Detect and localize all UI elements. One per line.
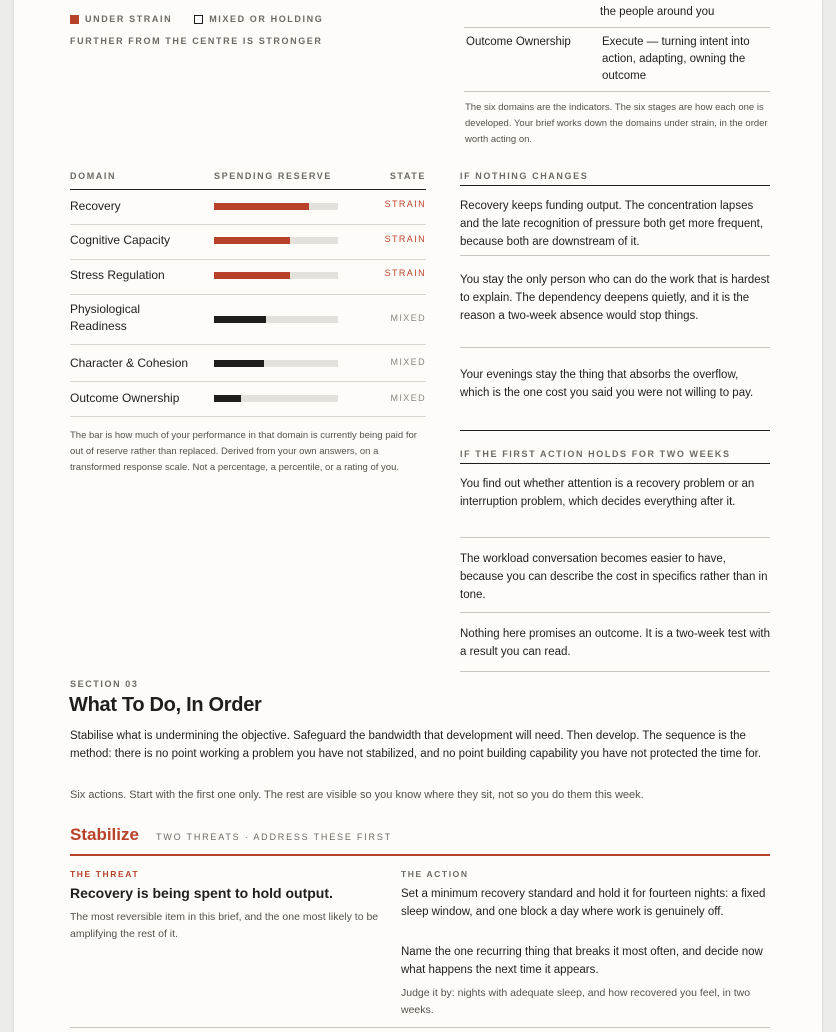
- reserve-bar: [214, 360, 338, 367]
- if-nothing-heading: IF NOTHING CHANGES: [460, 171, 770, 186]
- domain-state: MIXED: [390, 393, 426, 403]
- strain-swatch: [70, 15, 79, 24]
- definition-domain: Outcome Ownership: [466, 36, 571, 48]
- legend-mixed-label: MIXED OR HOLDING: [209, 14, 324, 24]
- if-holds-item: You find out whether attention is a recovery problem or an interruption problem, which decides everything after it.: [460, 475, 770, 538]
- mixed-swatch: [194, 15, 203, 24]
- domain-table-header: [70, 171, 426, 190]
- if-holds-item: The workload conversation becomes easier to have, because you can describe the cost in specifics rather than in tone.: [460, 550, 770, 613]
- domain-state: STRAIN: [384, 234, 426, 244]
- domain-state: STRAIN: [384, 268, 426, 278]
- reserve-bar-fill: [214, 316, 266, 323]
- section-subtext: Six actions. Start with the first one only. The rest are visible so you know where they sit, not so you do them this week.: [70, 789, 644, 801]
- domain-row-stress: [70, 260, 426, 295]
- reserve-bar-fill: [214, 237, 290, 244]
- legend-note: FURTHER FROM THE CENTRE IS STRONGER: [70, 36, 323, 46]
- domain-name: Stress Regulation: [70, 268, 165, 282]
- stabilize-rule: [70, 854, 770, 856]
- domain-name: Recovery: [70, 199, 121, 213]
- definitions-table: [464, 0, 770, 92]
- if-nothing-item: Your evenings stay the thing that absorbs the overflow, which is the one cost you said you were not willing to pay.: [460, 366, 770, 431]
- threat-description: The most reversible item in this brief, and the one most likely to be amplifying the rest of it.: [70, 911, 379, 940]
- action-judge: Judge it by: nights with adequate sleep, and how recovered you feel, in two weeks.: [401, 987, 751, 1016]
- reserve-bar-fill: [214, 203, 309, 210]
- domain-state: STRAIN: [384, 199, 426, 209]
- header-reserve: SPENDING RESERVE: [214, 171, 332, 181]
- reserve-bar-fill: [214, 395, 241, 402]
- reserve-bar-fill: [214, 272, 290, 279]
- action-step-1: Set a minimum recovery standard and hold it for fourteen nights: a fixed sleep window, and one block a day where work is genuinely off.: [401, 888, 766, 918]
- domain-row-cognitive: [70, 225, 426, 260]
- definitions-note: The six domains are the indicators. The six stages are how each one is developed. Your brief works down the domains under strain, in the order worth acting on.: [465, 102, 768, 145]
- bar-explanation: The bar is how much of your performance in that domain is currently being paid for out of reserve rather than replaced. Derived from your own answers, on a transformed response scale. Not a percentage, a percentile, or a rating of you.: [70, 430, 417, 473]
- radar-legend: [70, 14, 323, 24]
- stabilize-subtitle: TWO THREATS · ADDRESS THESE FIRST: [156, 832, 392, 842]
- if-nothing-item: Recovery keeps funding output. The concentration lapses and the late recognition of pressure both get more frequent, because both are downstream of it.: [460, 197, 770, 256]
- section-body: Stabilise what is undermining the objective. Safeguard the bandwidth that development will need. Then develop. The sequence is the method: there is no point working a problem you have not stabilized, and no point building capability you have not protected the time for.: [70, 730, 762, 760]
- threat-label: THE THREAT: [70, 869, 140, 879]
- domain-row-recovery: [70, 191, 426, 225]
- definition-row-fragment: [464, 0, 770, 28]
- bottom-rule: [70, 1027, 770, 1028]
- domain-row-ownership: [70, 382, 426, 417]
- domain-name: Physiological Readiness: [70, 302, 141, 333]
- domain-state: MIXED: [390, 313, 426, 323]
- header-domain: DOMAIN: [70, 171, 117, 181]
- section-title: What To Do, In Order: [69, 694, 262, 716]
- header-state: STATE: [389, 171, 426, 181]
- threat-heading: Recovery is being spent to hold output.: [70, 885, 333, 901]
- domain-name: Outcome Ownership: [70, 391, 180, 405]
- action-label: THE ACTION: [401, 869, 469, 879]
- action-step-2: Name the one recurring thing that breaks it most often, and decide now what happens the next time it appears.: [401, 946, 763, 976]
- domain-state: MIXED: [390, 357, 426, 367]
- domain-name: Character & Cohesion: [70, 356, 189, 370]
- reserve-bar: [214, 237, 338, 244]
- section-label: SECTION 03: [70, 679, 139, 689]
- if-holds-heading: IF THE FIRST ACTION HOLDS FOR TWO WEEKS: [460, 449, 770, 464]
- reserve-bar: [214, 203, 338, 210]
- definition-text: Execute — turning intent into action, adapting, owning the outcome: [602, 36, 750, 82]
- stabilize-title: Stabilize: [70, 825, 139, 844]
- domain-row-character: [70, 345, 426, 382]
- report-page: [14, 0, 822, 1032]
- definition-row: [464, 28, 770, 92]
- domain-name: Cognitive Capacity: [70, 233, 171, 247]
- legend-strain-label: UNDER STRAIN: [85, 14, 173, 24]
- domain-row-physiological: [70, 295, 426, 345]
- reserve-bar: [214, 316, 338, 323]
- reserve-bar: [214, 395, 338, 402]
- if-holds-item: Nothing here promises an outcome. It is a two-week test with a result you can read.: [460, 625, 770, 672]
- if-nothing-item: You stay the only person who can do the work that is hardest to explain. The dependency deepens quietly, and it is the reason a two-week absence would stop things.: [460, 271, 770, 348]
- reserve-bar: [214, 272, 338, 279]
- definition-fragment: the people around you: [600, 6, 715, 18]
- reserve-bar-fill: [214, 360, 264, 367]
